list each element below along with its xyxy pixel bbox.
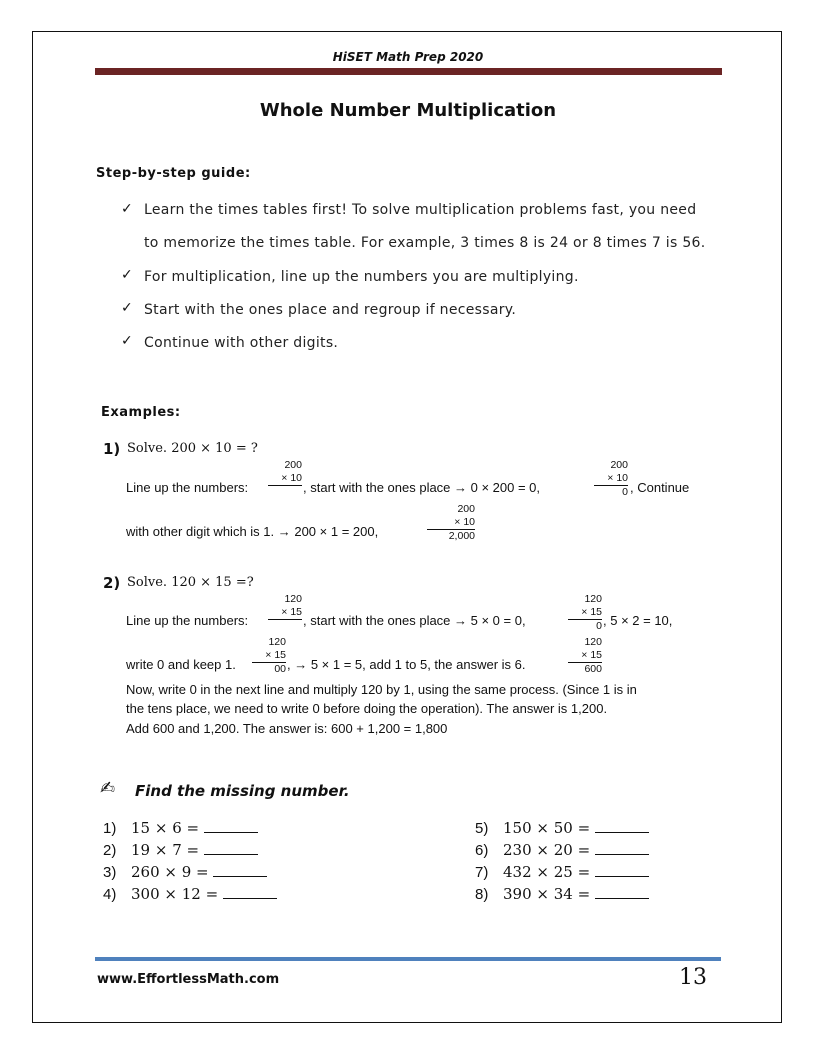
example-text: , 5 × 2 = 10, xyxy=(603,613,673,628)
examples-heading: Examples: xyxy=(101,405,181,420)
problem-item: 7) 432 × 25 = xyxy=(475,863,649,881)
example-text: with other digit which is 1. → 200 × 1 = 200, xyxy=(126,524,379,539)
check-icon: ✓ xyxy=(121,333,133,349)
example-text: , Continue xyxy=(630,480,690,495)
example-prompt: Solve. 120 × 15 =? xyxy=(127,575,254,590)
example-prompt: Solve. 200 × 10 = ? xyxy=(127,441,258,456)
problem-item: 1) 15 × 6 = xyxy=(103,819,258,837)
problem-item: 3) 260 × 9 = xyxy=(103,863,267,881)
example-number: 2) xyxy=(103,574,121,592)
answer-blank[interactable] xyxy=(223,897,277,899)
column-multiplication: 120 × 15 00 xyxy=(252,636,286,676)
problem-item: 5) 150 × 50 = xyxy=(475,819,649,837)
guide-bullet: For multiplication, line up the numbers you are multiplying. xyxy=(144,269,579,285)
example-text: Now, write 0 in the next line and multiply 120 by 1, using the same process. (Since 1 is in xyxy=(126,682,637,697)
check-icon: ✓ xyxy=(121,201,133,217)
guide-heading: Step-by-step guide: xyxy=(96,166,251,181)
column-multiplication: 200 × 10 xyxy=(268,459,302,486)
example-text: , start with the ones place → 0 × 200 = 0, xyxy=(303,480,541,495)
answer-blank[interactable] xyxy=(595,853,649,855)
column-multiplication: 120 × 15 600 xyxy=(568,636,602,676)
guide-bullet: to memorize the times table. For example, 3 times 8 is 24 or 8 times 7 is 56. xyxy=(144,235,706,251)
example-text: Add 600 and 1,200. The answer is: 600 + 1,200 = 1,800 xyxy=(126,721,448,736)
check-icon: ✓ xyxy=(121,300,133,316)
check-icon: ✓ xyxy=(121,267,133,283)
example-number: 1) xyxy=(103,440,121,458)
footer-website: www.EffortlessMath.com xyxy=(97,972,280,987)
problem-item: 8) 390 × 34 = xyxy=(475,885,649,903)
column-multiplication: 200 × 10 0 xyxy=(594,459,628,499)
book-title: HiSET Math Prep 2020 xyxy=(332,50,484,64)
pencil-icon: ✍ xyxy=(100,778,116,799)
footer-rule xyxy=(95,957,721,961)
header-rule xyxy=(95,68,722,75)
page-title: Whole Number Multiplication xyxy=(259,100,557,121)
page-number: 13 xyxy=(679,965,707,990)
guide-bullet: Continue with other digits. xyxy=(144,335,339,351)
example-text: Line up the numbers: xyxy=(126,480,249,495)
problem-item: 4) 300 × 12 = xyxy=(103,885,277,903)
exercise-heading: Find the missing number. xyxy=(135,782,350,800)
column-multiplication: 120 × 15 0 xyxy=(568,593,602,633)
example-text: the tens place, we need to write 0 before doing the operation). The answer is 1,200. xyxy=(126,701,608,716)
answer-blank[interactable] xyxy=(213,875,267,877)
example-text: write 0 and keep 1. xyxy=(126,657,236,672)
column-multiplication: 120 × 15 xyxy=(268,593,302,620)
example-text: Line up the numbers: xyxy=(126,613,249,628)
example-text: , → 5 × 1 = 5, add 1 to 5, the answer is 6. xyxy=(287,657,526,672)
problem-item: 2) 19 × 7 = xyxy=(103,841,258,859)
answer-blank[interactable] xyxy=(595,875,649,877)
example-text: , start with the ones place → 5 × 0 = 0, xyxy=(303,613,526,628)
column-multiplication: 200 × 10 2,000 xyxy=(427,503,475,543)
answer-blank[interactable] xyxy=(204,831,258,833)
guide-bullet: Learn the times tables first! To solve multiplication problems fast, you need xyxy=(144,202,697,218)
guide-bullet: Start with the ones place and regroup if necessary. xyxy=(144,302,517,318)
answer-blank[interactable] xyxy=(595,831,649,833)
answer-blank[interactable] xyxy=(204,853,258,855)
problem-item: 6) 230 × 20 = xyxy=(475,841,649,859)
answer-blank[interactable] xyxy=(595,897,649,899)
